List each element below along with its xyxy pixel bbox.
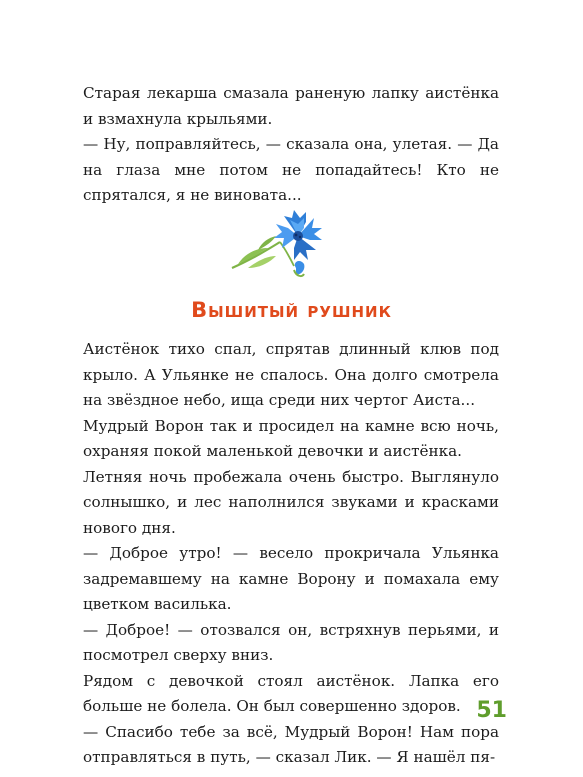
paragraph: Летняя ночь пробежала очень быстро. Выглянуло солнышко, и лес наполнился звуками и красками нового дня.: [83, 467, 499, 537]
paragraph: — Доброе! — отозвался он, встряхнув перьями, и посмотрел сверху вниз.: [83, 620, 499, 664]
paragraph: — Ну, поправляйтесь, — сказала она, улетая. — Да на глаза мне потом не попадайтесь! Кто не спрятался, я не виновата...: [83, 135, 499, 204]
paragraph: Мудрый Ворон так и просидел на камне всю ночь, охраняя покой маленькой девочки и аистёнка.: [83, 416, 499, 460]
cornflower-icon: [228, 206, 338, 286]
top-text-block: [83, 81, 499, 209]
paragraph: Старая лекарша смазала раненую лапку аистёнка и взмахнула крыльями.: [83, 84, 499, 128]
chapter-title: Вышитый рушник: [191, 298, 392, 322]
paragraph: Рядом с девочкой стоял аистёнок. Лапка его больше не болела. Он был совершенно здоров.: [83, 671, 499, 715]
main-text-block: [83, 337, 499, 771]
paragraph: Аистёнок тихо спал, спрятав длинный клюв под крыло. А Ульянке не спалось. Она долго смотрела на звёздное небо, ища среди них чертог Аиста...: [83, 340, 499, 409]
page-number: 51: [476, 698, 507, 723]
paragraph: — Доброе утро! — весело прокричала Ульянка задремавшему на камне Ворону и помахала ему цветком василька.: [83, 544, 499, 613]
paragraph: — Спасибо тебе за всё, Мудрый Ворон! Нам пора отправляться в путь, — сказал Лик. — Я нашёл пя-: [83, 722, 499, 766]
